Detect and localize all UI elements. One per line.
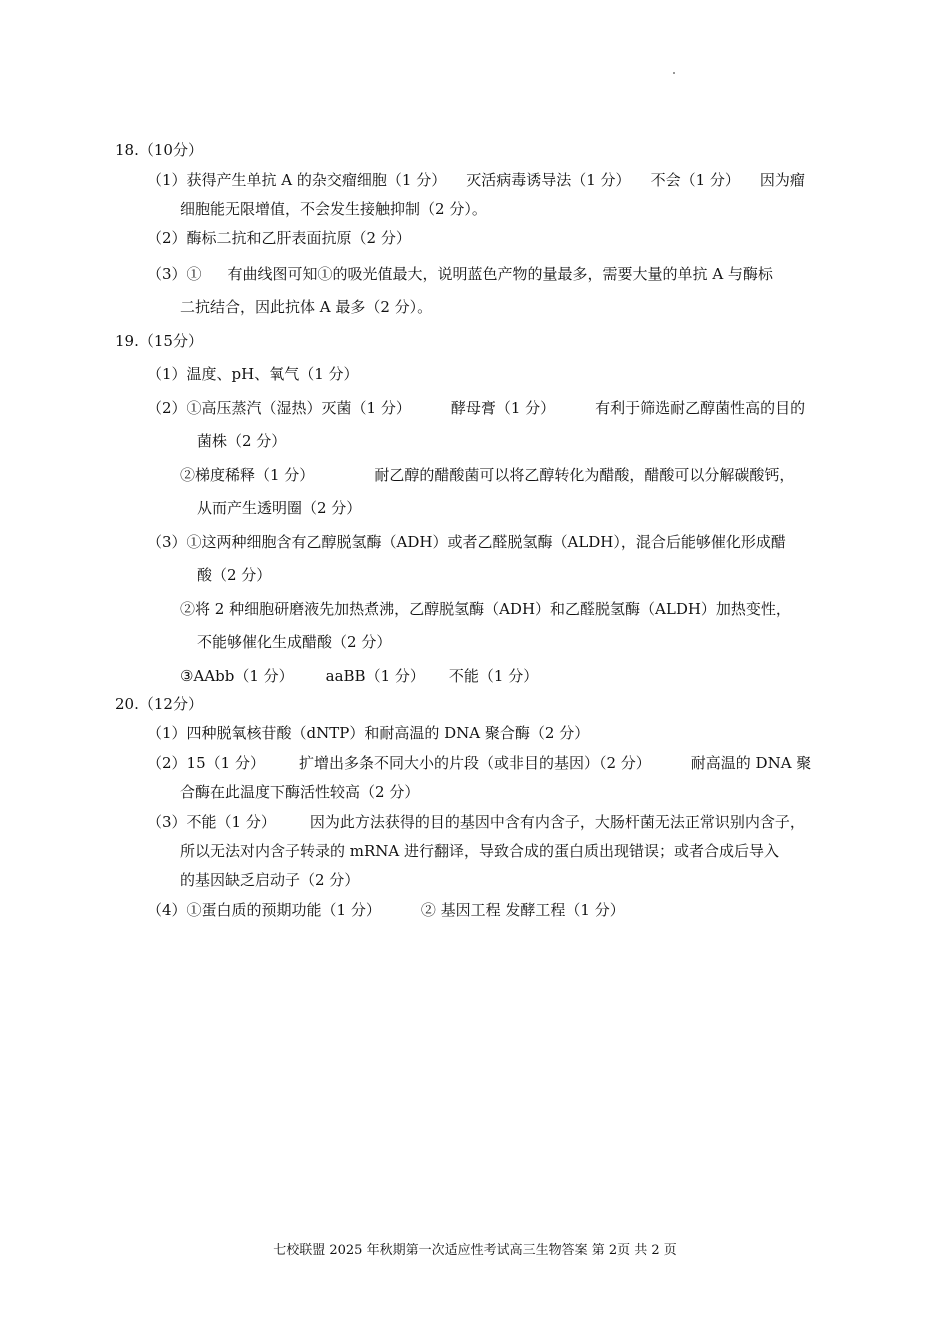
q19-part2-line4: 从而产生透明圈（2 分）: [197, 499, 362, 517]
q18-part1-answer-b: 灭活病毒诱导法（1 分）: [466, 171, 631, 189]
q20-part1: （1）四种脱氧核苷酸（dNTP）和耐高温的 DNA 聚合酶（2 分）: [147, 724, 590, 742]
q18-part1-line2: 细胞能无限增值，不会发生接触抑制（2 分）。: [180, 200, 487, 218]
q20-part2-answer-c: 耐高温的 DNA 聚: [690, 754, 812, 772]
q20-part4-line1: [147, 900, 625, 920]
q19-part1: （1）温度、pH、氧气（1 分）: [147, 365, 359, 383]
q19-part3-answer-e: ③AAbb（1 分）: [180, 667, 294, 685]
q18-part1-line1: [147, 170, 805, 190]
q20-part3-answer-b: 因为此方法获得的目的基因中含有内含子，大肠杆菌无法正常识别内含子，: [309, 813, 805, 831]
q19-part3-line4: 不能够催化生成醋酸（2 分）: [197, 633, 392, 651]
q20-part3-line3: 的基因缺乏启动子（2 分）: [180, 871, 360, 889]
q18-part3-answer-a: （3）①: [147, 265, 202, 283]
q19-part2-answer-b: 酵母膏（1 分）: [450, 399, 556, 417]
q19-part3-answer-g: 不能（1 分）: [448, 667, 539, 685]
q18-part1-answer-a: （1）获得产生单抗 A 的杂交瘤细胞（1 分）: [147, 171, 447, 189]
scan-dot: [673, 72, 675, 74]
q19-part2-answer-e: ②梯度稀释（1 分）: [180, 466, 315, 484]
q18-part1-answer-d: 因为瘤: [759, 171, 805, 189]
q19-part2-line3: [180, 465, 794, 485]
q20-part4-answer-a: （4）①蛋白质的预期功能（1 分）: [147, 901, 381, 919]
q18-part3-answer-b: 有曲线图可知①的吸光值最大，说明蓝色产物的量最多，需要大量的单抗 A 与酶标: [227, 265, 773, 283]
q18-part3-line2: 二抗结合，因此抗体 A 最多（2 分）。: [180, 298, 433, 316]
q19-part3-line2: 酸（2 分）: [197, 566, 272, 584]
q20-part2-answer-b: 扩增出多条不同大小的片段（或非目的基因）（2 分）: [298, 754, 651, 772]
q19-part2-answer-f: 耐乙醇的醋酸菌可以将乙醇转化为醋酸，醋酸可以分解碳酸钙，: [374, 466, 795, 484]
q19-part3-answer-f: aaBB（1 分）: [325, 667, 425, 685]
q18-title: 18.（10分）: [115, 141, 203, 159]
q20-title: 20.（12分）: [115, 695, 203, 713]
q20-part3-line1: [147, 812, 805, 832]
q18-part3-line1: [147, 264, 773, 284]
q19-part2-line1: [147, 398, 805, 418]
q19-part2-line2: 菌株（2 分）: [197, 432, 287, 450]
q18-part1-answer-c: 不会（1 分）: [650, 171, 740, 189]
q19-part2-answer-a: （2）①高压蒸汽（湿热）灭菌（1 分）: [147, 399, 411, 417]
page-footer: 七校联盟 2025 年秋期第一次适应性考试高三生物答案 第 2页 共 2 页: [273, 1243, 677, 1258]
q19-part2-answer-c: 有利于筛选耐乙醇菌性高的目的: [595, 399, 806, 417]
q20-part4-answer-b: ② 基因工程 发酵工程（1 分）: [420, 901, 625, 919]
q19-part3-line1: （3）①这两种细胞含有乙醇脱氢酶（ADH）或者乙醛脱氢酶（ALDH），混合后能够催化形成醋: [147, 533, 786, 551]
q20-part3-line2: 所以无法对内含子转录的 mRNA 进行翻译，导致合成的蛋白质出现错误；或者合成后导入: [180, 842, 780, 860]
q20-part2-line1: [147, 753, 811, 773]
q19-title: 19.（15分）: [115, 332, 203, 350]
q19-part3-line3: ②将 2 种细胞研磨液先加热煮沸，乙醇脱氢酶（ADH）和乙醛脱氢酶（ALDH）加热变性，: [180, 600, 791, 618]
q20-part2-answer-a: （2）15（1 分）: [147, 754, 265, 772]
q18-part2: （2）酶标二抗和乙肝表面抗原（2 分）: [147, 229, 411, 247]
q19-part3-line5: [180, 666, 538, 686]
q20-part3-answer-a: （3）不能（1 分）: [147, 813, 276, 831]
q20-part2-line2: 合酶在此温度下酶活性较高（2 分）: [180, 783, 420, 801]
